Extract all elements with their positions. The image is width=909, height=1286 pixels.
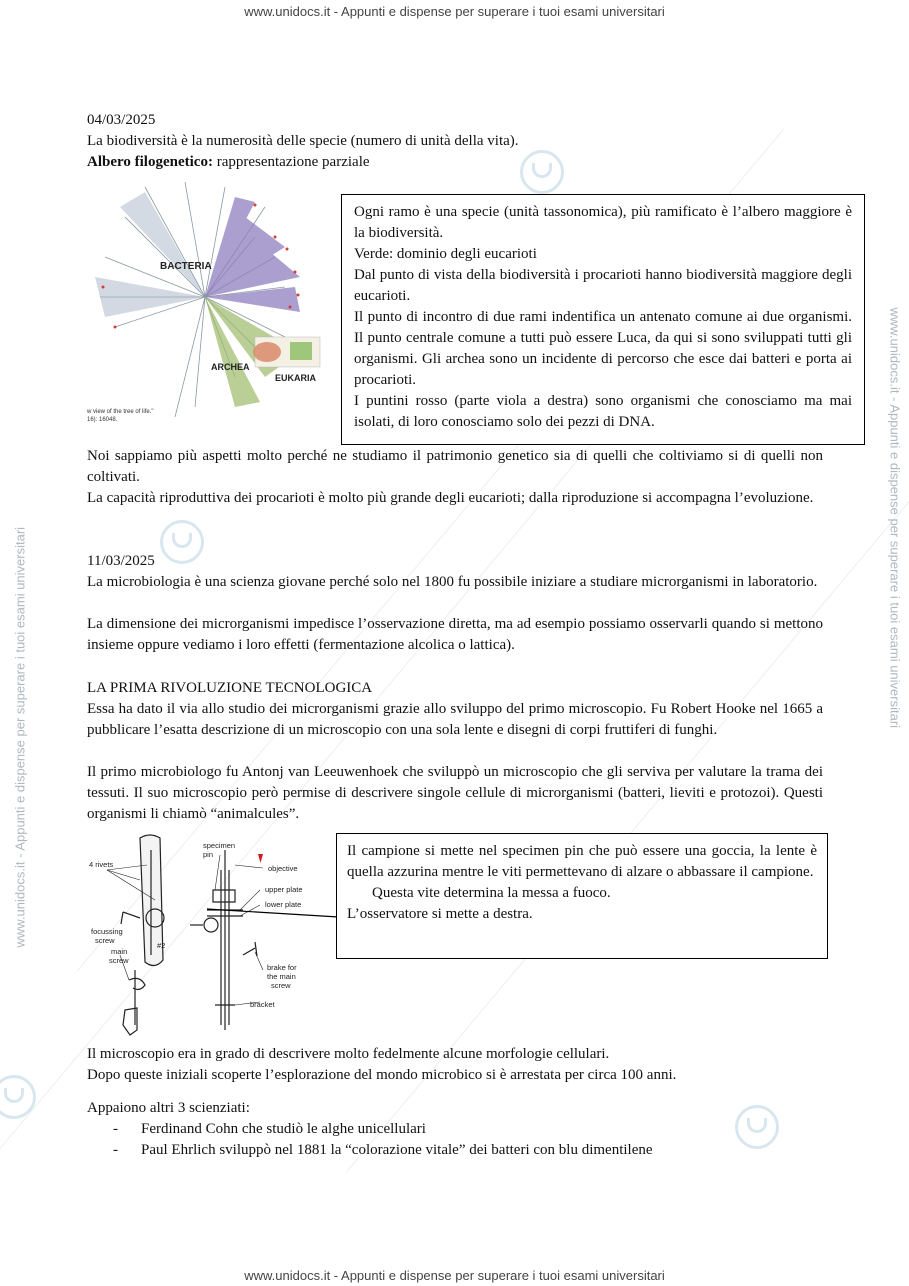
tree-label-eukaria: EUKARIA — [275, 373, 317, 383]
closing-line-1: Il microscopio era in grado di descrivere molto fedelmente alcune morfologie cellulari. — [87, 1046, 610, 1062]
watermark-footer: www.unidocs.it - Appunti e dispense per superare i tuoi esami universitari — [244, 1268, 665, 1283]
scope-label-bracket: bracket — [250, 1000, 275, 1009]
watermark-logo-icon — [520, 150, 564, 194]
microscope-drawing-image — [85, 830, 325, 1040]
box1-line: I puntini rosso (parte viola a destra) sono organismi che conosciamo ma mai isolati, di loro conosciamo solo dei pezzi di DNA. — [354, 393, 852, 430]
list-item-text: Ferdinand Cohn che studiò le alghe unicellulari — [141, 1121, 426, 1137]
paragraph-reproduction: La capacità riproduttiva dei procarioti è molto più grande degli eucarioti; dalla riproduzione si accompagna l’evoluzione. — [87, 490, 814, 506]
scope-label-lower-plate: lower plate — [265, 900, 302, 909]
section-heading-revolution: LA PRIMA RIVOLUZIONE TECNOLOGICA — [87, 680, 373, 696]
watermark-logo-icon — [160, 520, 204, 564]
scope-label-focussing-2: screw — [95, 936, 115, 945]
scope-label-brake-3: screw — [271, 981, 291, 990]
scope-label-objective: objective — [268, 864, 298, 873]
box2-line: Il campione si mette nel specimen pin che può essere una goccia, la lente è quella azzurina mentre le viti permettevano di alzare o abbassare il campione. — [347, 843, 817, 880]
tree-label-bacteria: BACTERIA — [160, 261, 212, 272]
watermark-side-left: www.unidocs.it - Appunti e dispense per superare i tuoi esami universitari — [12, 526, 28, 948]
scope-label-focussing-1: focussing — [91, 927, 123, 936]
scope-label-brake-1: brake for — [267, 963, 297, 972]
scope-label-specimen-1: specimen — [203, 841, 236, 850]
watermark-side-right: www.unidocs.it - Appunti e dispense per superare i tuoi esami universitari — [887, 307, 903, 729]
box1-line: Dal punto di vista della biodiversità i procarioti hanno biodiversità maggiore degli eucarioti. — [354, 267, 852, 304]
paragraph-hooke: Essa ha dato il via allo studio dei microrganismi grazie allo sviluppo del primo microscopio. Fu Robert Hooke nel 1665 a pubblicare l’esatta descrizione di un microscopio con una sola lente e disegni di corpi fruttiferi di funghi. — [87, 701, 823, 738]
scope-label-main-1: main — [111, 947, 128, 956]
box2-line-observer: L’osservatore si mette a destra. — [347, 906, 533, 922]
phylogenetic-tree-image — [85, 177, 325, 435]
scientists-list — [113, 1119, 653, 1161]
box1-line: Verde: dominio degli eucarioti — [354, 246, 537, 262]
scope-label-number: #2 — [157, 941, 166, 950]
date-2: 11/03/2025 — [87, 553, 155, 569]
tree-heading — [87, 152, 370, 173]
watermark-logo-icon — [735, 1105, 779, 1149]
scope-label-main-2: screw — [109, 956, 129, 965]
box1-line: Il punto di incontro di due rami indentifica un antenato comune ai due organismi. Il punto centrale comune a tutti può essere Luca, da qui si sono sviluppati tutti gli organismi. Gli archea sono un incidente di percorso che esce dai batteri e porta ai procarioti. — [354, 309, 852, 388]
note-box-tree — [341, 194, 865, 445]
paragraph-microbiology: La microbiologia è una scienza giovane perché solo nel 1800 fu possibile iniziare a studiare microrganismi in laboratorio. — [87, 574, 818, 590]
box1-line: Ogni ramo è una specie (unità tassonomica), più ramificato è l’albero maggiore è la biodiversità. — [354, 204, 852, 241]
tree-caption-2: 16): 16048. — [87, 417, 118, 423]
date-1: 04/03/2025 — [87, 112, 156, 128]
note-box-microscope — [336, 833, 828, 959]
tree-heading-bold: Albero filogenetico: — [87, 154, 213, 170]
scope-label-brake-2: the main — [267, 972, 296, 981]
paragraph-dimension: La dimensione dei microrganismi impedisce l’osservazione diretta, ma ad esempio possiamo osservarli quando si mettono insieme oppure vediamo i loro effetti (fermentazione alcolica o lattica). — [87, 616, 823, 653]
list-item — [113, 1140, 653, 1161]
box2-line-focus: Questa vite determina la messa a fuoco. — [372, 885, 611, 901]
list-item-text: Paul Ehrlich sviluppò nel 1881 la “colorazione vitale” dei batteri con blu dimentilene — [141, 1142, 653, 1158]
scope-label-upper-plate: upper plate — [265, 885, 303, 894]
paragraph-genetics: Noi sappiamo più aspetti molto perché ne studiamo il patrimonio genetico sia di quelli che coltiviamo si di quelli non coltivati. — [87, 448, 823, 485]
closing-line-2: Dopo queste iniziali scoperte l’esplorazione del mondo microbico si è arrestata per circa 100 anni. — [87, 1067, 677, 1083]
scope-label-rivets: 4 rivets — [89, 860, 114, 869]
paragraph-leeuwenhoek: Il primo microbiologo fu Antonj van Leeuwenhoek che sviluppò un microscopio che gli serviva per valutare la trama dei tessuti. Il suo microscopio però permise di descrivere singole cellule di microrganismi (batteri, lieviti e protozoi). Questi organismi li chiamò “animalcules”. — [87, 764, 823, 822]
intro-line: La biodiversità è la numerosità delle specie (numero di unità della vita). — [87, 133, 519, 149]
tree-label-archea: ARCHEA — [211, 362, 250, 372]
watermark-header: www.unidocs.it - Appunti e dispense per superare i tuoi esami universitari — [244, 4, 665, 19]
list-item — [113, 1119, 653, 1140]
tree-heading-rest: rappresentazione parziale — [212, 154, 370, 170]
scope-label-specimen-2: pin — [203, 850, 214, 859]
tree-caption-1: w view of the tree of life." — [87, 409, 154, 415]
scientists-intro: Appaiono altri 3 scienziati: — [87, 1100, 250, 1116]
